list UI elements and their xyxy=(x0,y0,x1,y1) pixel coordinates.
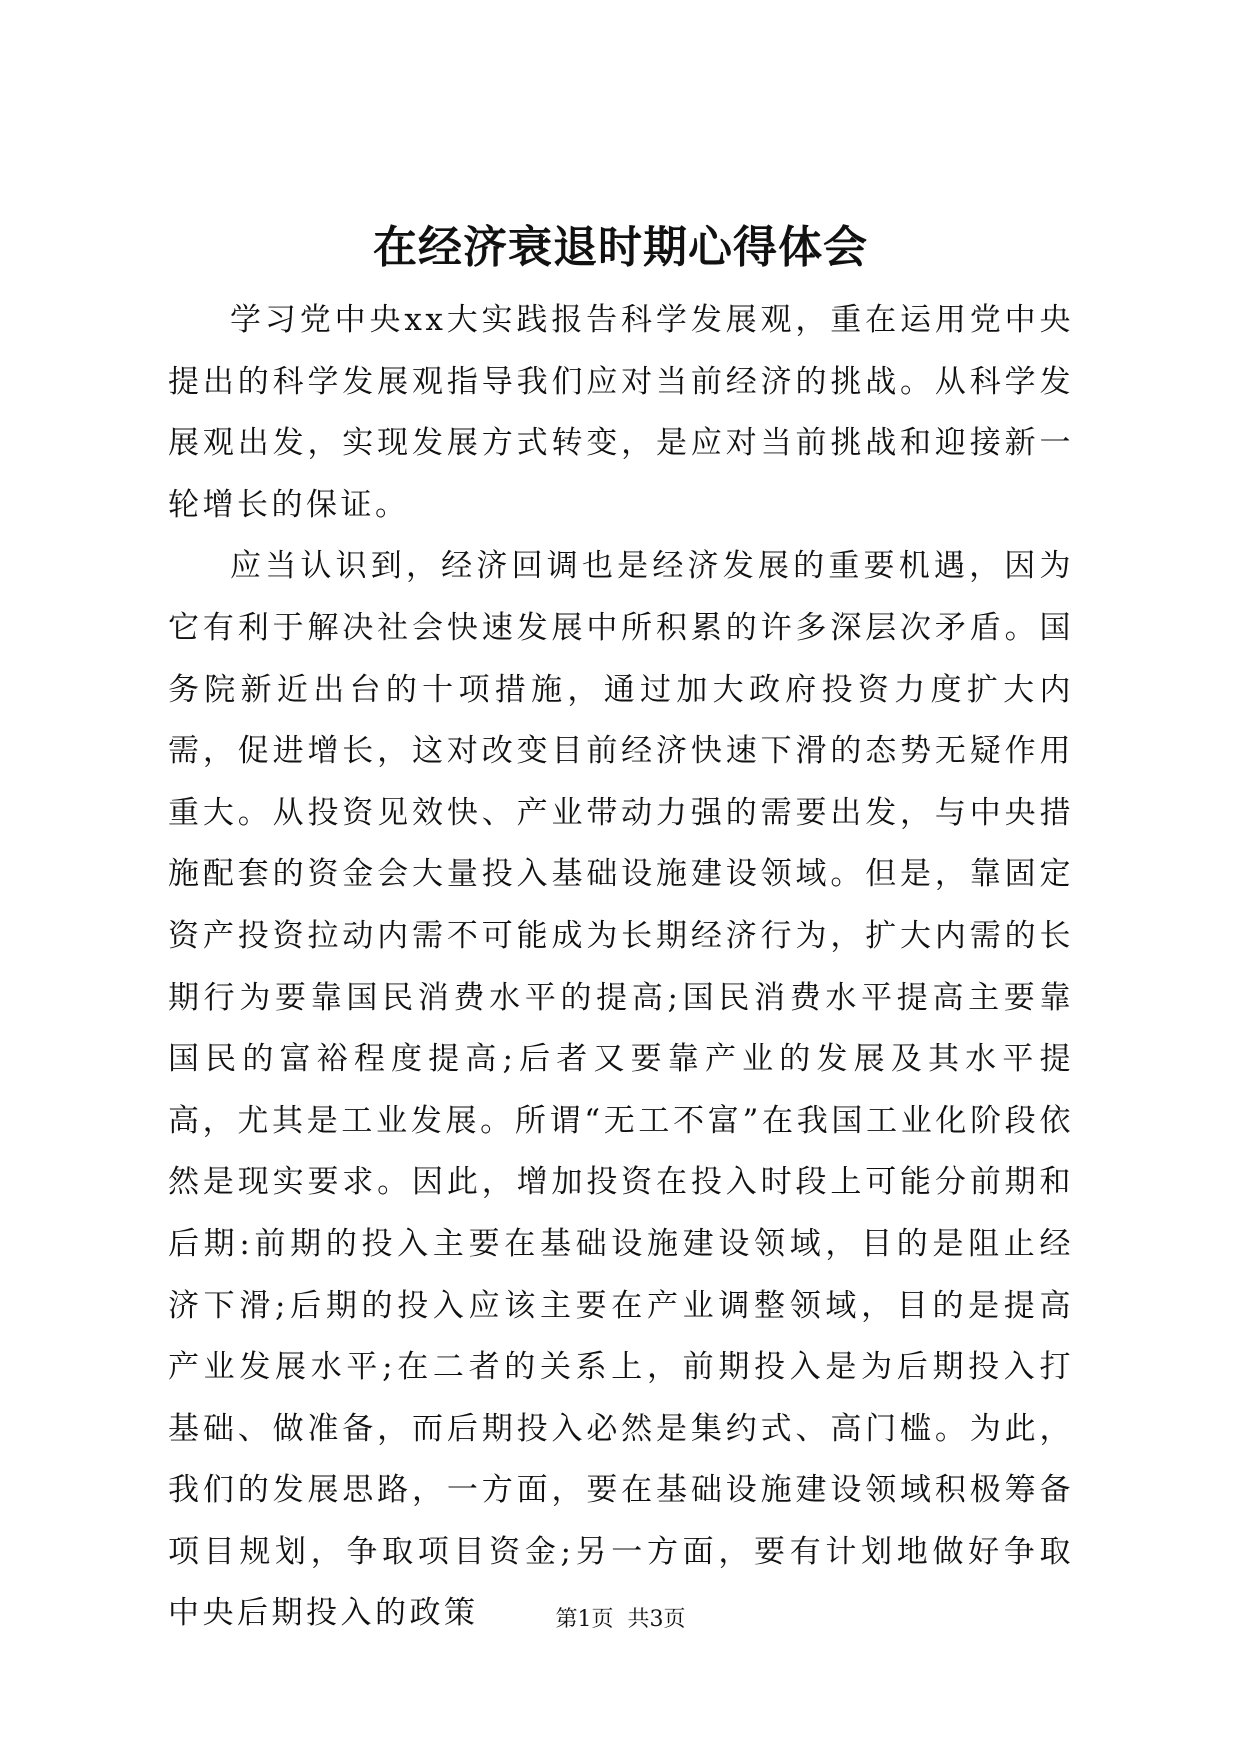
page-total: 共3页 xyxy=(627,1607,686,1632)
document-body xyxy=(168,290,1074,1645)
paragraph-1: 学习党中央xx大实践报告科学发展观，重在运用党中央提出的科学发展观指导我们应对当前经济的挑战。从科学发展观出发，实现发展方式转变，是应对当前挑战和迎接新一轮增长的保证。 xyxy=(168,302,1074,523)
document-title: 在经济衰退时期心得体会 xyxy=(373,222,868,273)
paragraph-2: 应当认识到，经济回调也是经济发展的重要机遇，因为它有利于解决社会快速发展中所积累的许多深层次矛盾。国务院新近出台的十项措施，通过加大政府投资力度扩大内需，促进增长，这对改变目前经济快速下滑的态势无疑作用重大。从投资见效快、产业带动力强的需要出发，与中央措施配套的资金会大量投入基础设施建设领域。但是，靠固定资产投资拉动内需不可能成为长期经济行为，扩大内需的长期行为要靠国民消费水平的提高;国民消费水平提高主要靠国民的富裕程度提高;后者又要靠产业的发展及其水平提高，尤其是工业发展。所谓“无工不富”在我国工业化阶段依然是现实要求。因此，增加投资在投入时段上可能分前期和后期:前期的投入主要在基础设施建设领域，目的是阻止经济下滑;后期的投入应该主要在产业调整领域，目的是提高产业发展水平;在二者的关系上，前期投入是为后期投入打基础、做准备，而后期投入必然是集约式、高门槛。为此，我们的发展思路，一方面，要在基础设施建设领域积极筹备项目规划，争取项目资金;另一方面，要有计划地做好争取中央后期投入的政策 xyxy=(168,548,1074,1632)
page-number: 第1页 xyxy=(555,1607,614,1632)
page-footer xyxy=(0,1605,1241,1635)
